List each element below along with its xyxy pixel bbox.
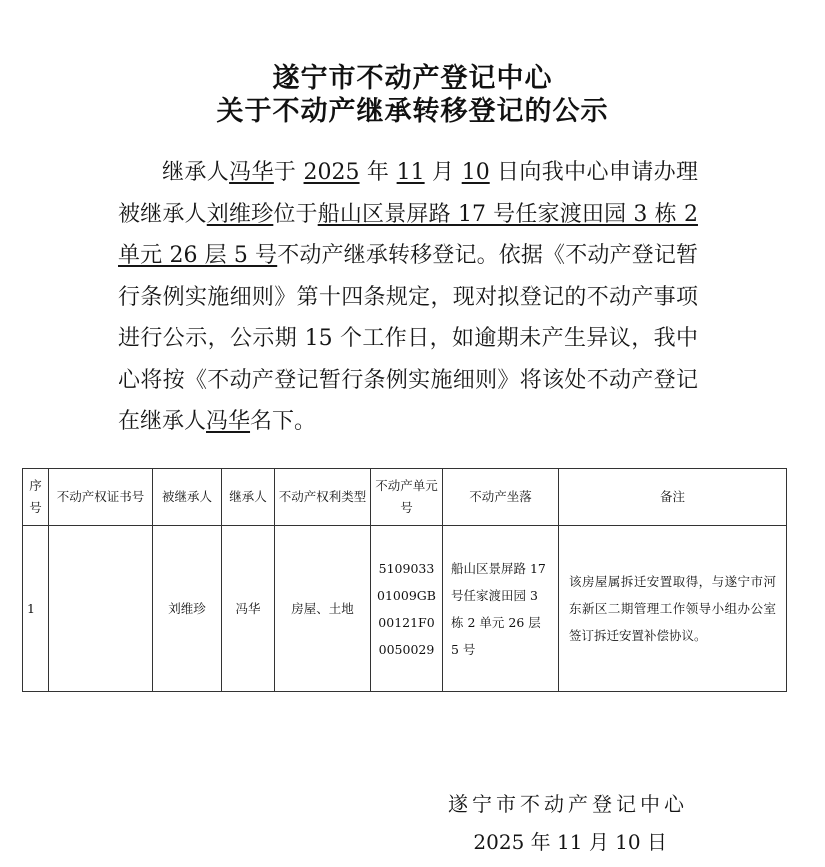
notice-text: 于 <box>273 160 304 185</box>
apply-month: 11 <box>396 160 425 185</box>
signature-org: 遂宁市不动产登记中心 <box>448 792 688 816</box>
property-location: 船山区景屏路 17 号任家渡田园 3 栋 2 单元 26 层 5 号 <box>118 201 698 268</box>
notice-text: 月 <box>424 160 462 185</box>
col-header-location: 不动产坐落 <box>443 469 559 526</box>
notice-text: 名下。 <box>250 409 317 434</box>
apply-day: 10 <box>461 160 490 185</box>
page-subtitle: 关于不动产继承转移登记的公示 <box>216 96 609 127</box>
page-title: 遂宁市不动产登记中心 <box>272 63 553 94</box>
table-row <box>23 526 787 692</box>
notice-text: 继承人 <box>162 160 230 185</box>
heir-name: 冯华 <box>229 160 274 185</box>
decedent-name: 刘维珍 <box>206 201 274 227</box>
cell-unit-no: 510903301009GB00121F00050029 <box>371 526 443 692</box>
cell-location: 船山区景屏路 17 号任家渡田园 3 栋 2 单元 26 层 5 号 <box>443 526 559 692</box>
col-header-right-type: 不动产权利类型 <box>275 469 371 526</box>
table-header-row <box>23 469 787 526</box>
cell-cert <box>49 526 153 692</box>
notice-text: 日向我中心申请办理被继承人 <box>118 160 698 227</box>
col-header-heir: 继承人 <box>222 469 275 526</box>
col-header-remark: 备注 <box>559 469 787 526</box>
cell-decedent: 刘维珍 <box>153 526 222 692</box>
apply-year: 2025 <box>303 160 360 185</box>
notice-text: 年 <box>359 160 397 185</box>
cell-seq: 1 <box>23 526 49 692</box>
signature-date: 2025 年 11 月 10 日 <box>473 830 667 854</box>
cell-heir: 冯华 <box>222 526 275 692</box>
col-header-unit-no: 不动产单元号 <box>371 469 443 526</box>
col-header-seq: 序号 <box>23 469 49 526</box>
col-header-decedent: 被继承人 <box>153 469 222 526</box>
col-header-cert: 不动产权证书号 <box>49 469 153 526</box>
heir-name-2: 冯华 <box>206 409 251 434</box>
cell-right-type: 房屋、土地 <box>275 526 371 692</box>
notice-text: 不动产继承转移登记。依据《不动产登记暂行条例实施细则》第十四条规定，现对拟登记的不动产事项进行公示，公示期 15 个工作日，如逾期未产生异议，我中心将按《不动产登记暂行条例实施细则》将该处不动产登记在继承人 <box>118 243 698 434</box>
property-table <box>22 468 787 692</box>
notice-paragraph <box>118 152 698 443</box>
notice-text: 位于 <box>273 201 318 227</box>
cell-remark: 该房屋属拆迁安置取得，与遂宁市河东新区二期管理工作领导小组办公室签订拆迁安置补偿协议。 <box>559 526 787 692</box>
